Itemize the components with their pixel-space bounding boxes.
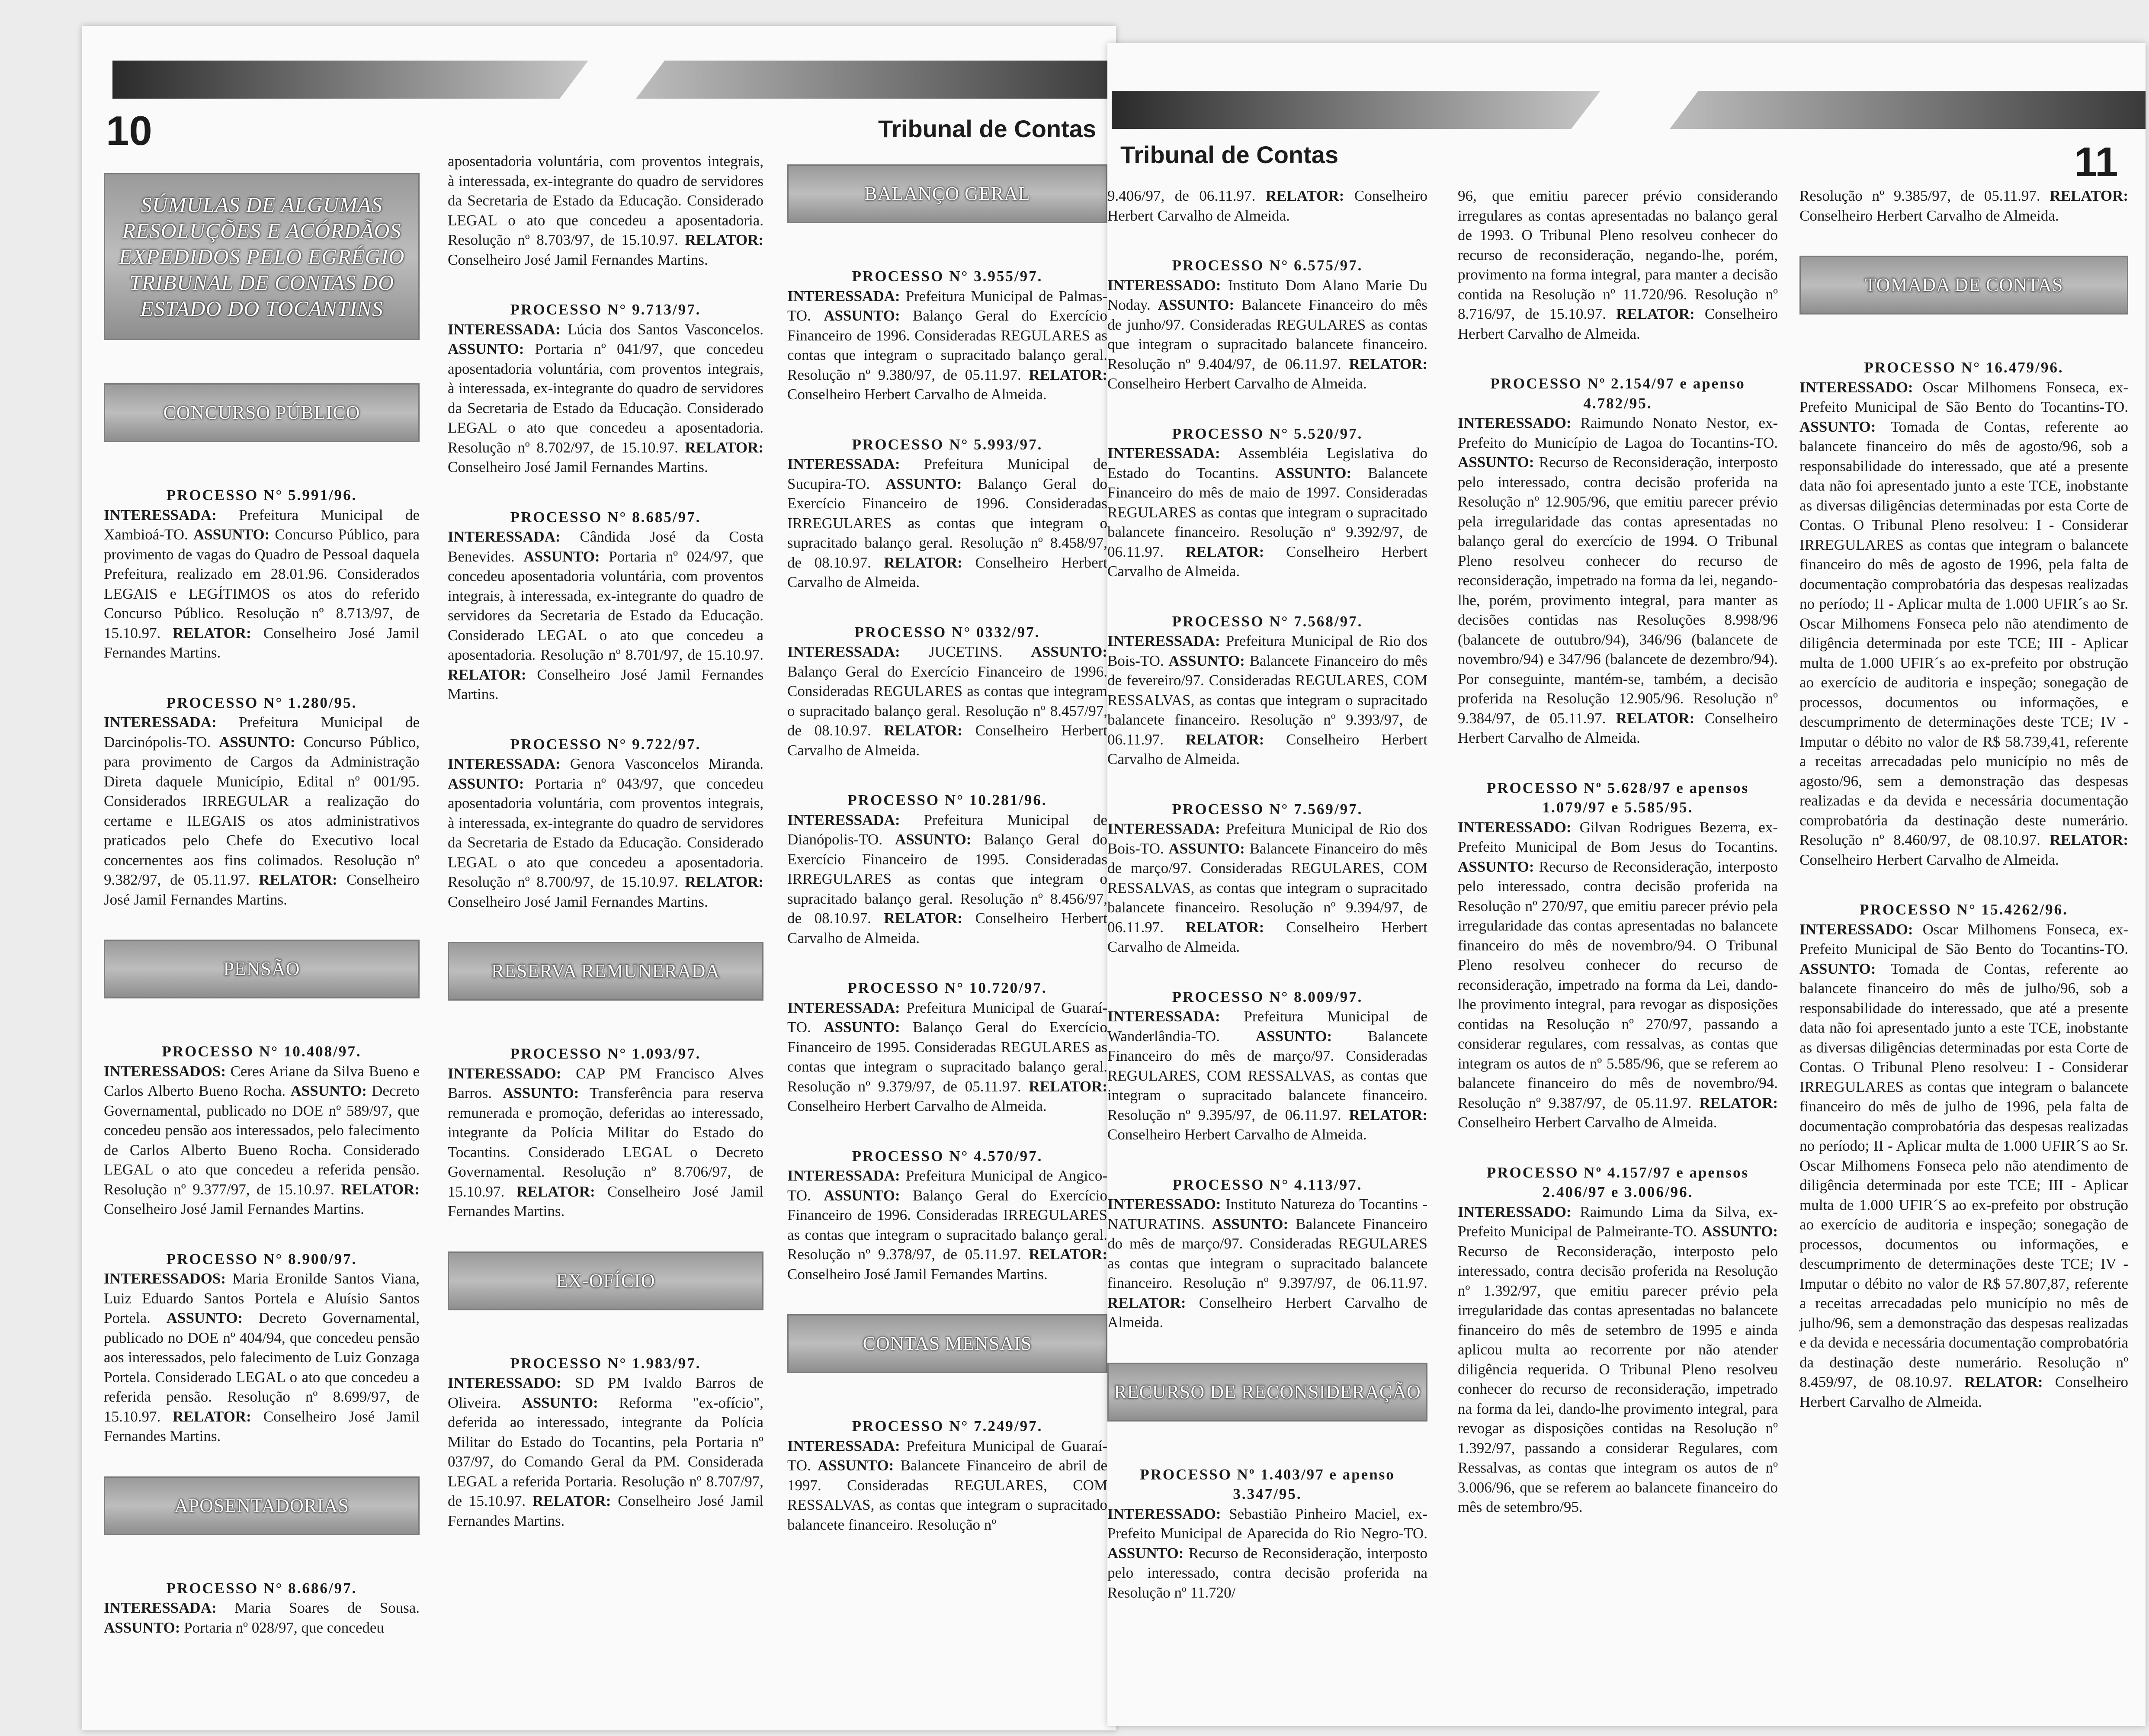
field-value: Reforma "ex-ofício", deferida ao interessado, integrante da Polícia Militar do Estado do Tocantins, pela Portaria nº 037/97, do Comando Geral da PM. Considerada LEGAL a referida Portaria. Resolução nº 8.707/97, de 15.10.97. (448, 1394, 763, 1509)
field-value: Balanço Geral do Exercício Financeiro de 1996. Consideradas IRREGULARES as contas que integram o supracitado balanço geral. Resolução nº 9.378/97, de 05.11.97. (787, 1187, 1108, 1263)
process-number: PROCESSO N° 1.983/97. (510, 1354, 701, 1372)
field-value: SD PM Ivaldo Barros de Oliveira. (448, 1374, 763, 1411)
field-value: Conselheiro José Jamil Fernandes Martins. (104, 624, 420, 661)
field-label: RELATOR: (685, 873, 764, 890)
field-value: Ceres Ariane da Silva Bueno e Carlos Alberto Bueno Rocha. (104, 1062, 420, 1099)
field-value: Prefeitura Municipal de Angico-TO. (787, 1167, 1108, 1204)
process-entry (104, 1249, 420, 1446)
field-value: Conselheiro Herbert Carvalho de Almeida. (787, 910, 1107, 947)
field-value: Portaria nº 028/97, que concedeu (184, 1619, 384, 1636)
field-label: INTERESSADO: (1458, 1203, 1572, 1220)
process-number: PROCESSO N° 4.570/97. (852, 1147, 1043, 1165)
text-column (448, 151, 763, 1531)
field-value: JUCETINS. (929, 643, 1003, 660)
field-label: RELATOR: (1349, 1106, 1427, 1123)
field-value: Concurso Público, para provimento de Cargos da Administração Direta daquele Município, Edital nº 001/95. Considerados IRREGULAR a realização do certame e ILEGAIS os atos administrativos praticados pelo Chefe do Executivo local concernentes aos fins colimados. Resolução nº 9.382/97, de 05.11.97. (104, 733, 420, 888)
field-value: Instituto Natureza do Tocantins - NATURATINS. (1107, 1196, 1427, 1232)
field-value: Balanço Geral do Exercício Financeiro de 1996. Consideradas REGULARES as contas que integram o supracitado balanço geral. Resolução nº 9.380/97, de 05.11.97. (787, 307, 1108, 383)
field-value: Conselheiro Herbert Carvalho de Almeida. (1107, 1294, 1427, 1331)
process-entry (104, 1042, 420, 1219)
field-value: Instituto Dom Alano Marie Du Noday. (1107, 276, 1428, 313)
field-value: Prefeitura Municipal de Palmas-TO. (787, 287, 1108, 324)
field-value: Conselheiro José Jamil Fernandes Martins. (448, 251, 708, 268)
field-value: aposentadoria voluntária, com proventos integrais, à interessada, ex-integrante do quadro de servidores da Secretaria de Estado da Educação. Considerado LEGAL o ato que concedeu a aposentadoria. Resolução nº 8.703/97, de 15.10.97. (448, 153, 763, 248)
process-entry (448, 1354, 763, 1531)
field-label: INTERESSADA: (1107, 445, 1220, 462)
field-value: Transferência para reserva remunerada e promoção, deferidas ao interessado, integrante da Polícia Militar do Estado do Tocantins. Considerado LEGAL o Decreto Governamental. Resolução nº 8.706/97, de 15.10.97. (448, 1085, 763, 1200)
section-heading: SÚMULAS DE ALGUMAS RESOLUÇÕES E ACÓRDÃOS EXPEDIDOS PELO EGRÉGIO TRIBUNAL DE CONTAS DO ESTADO DO TOCANTINS (104, 173, 420, 340)
field-label: ASSUNTO: (219, 733, 295, 751)
field-value: Resolução nº 9.385/97, de 05.11.97. (1799, 187, 2040, 204)
field-label: ASSUNTO: (824, 1019, 900, 1036)
process-entry (1107, 1465, 1427, 1603)
field-value: Sebastião Pinheiro Maciel, ex-Prefeito Municipal de Aparecida do Rio Negro-TO. (1107, 1505, 1427, 1542)
process-number: PROCESSO N° 10.408/97. (162, 1043, 362, 1060)
right-page (1107, 43, 2146, 1726)
field-label: RELATOR: (1349, 355, 1427, 372)
process-entry (448, 151, 763, 270)
field-label: RELATOR: (1107, 1294, 1186, 1311)
field-label: ASSUNTO: (1031, 643, 1108, 660)
field-value: Balancete Financeiro de abril de 1997. Consideradas REGULARES, COM RESSALVAS, as contas que integram o supracitado balancete financeiro. Resolução nº (787, 1457, 1107, 1533)
process-entry (1107, 987, 1427, 1145)
field-value: Conselheiro Herbert Carvalho de Almeida. (1458, 709, 1778, 746)
field-value: Concurso Público, para provimento de vagas do Quadro de Pessoal daquela Prefeitura, realizado em 28.01.96. Considerados LEGAIS e LEGÍTIMOS os atos do referido Concurso Público. Resolução nº 8.713/97, de 15.10.97. (104, 526, 420, 642)
process-entry (1458, 186, 1778, 343)
field-label: INTERESSADA: (448, 321, 561, 338)
field-label: ASSUNTO: (817, 1457, 894, 1474)
field-label: INTERESSADO: (1107, 276, 1221, 294)
text-column (1799, 186, 2128, 1412)
field-label: INTERESSADA: (448, 528, 561, 545)
process-number: PROCESSO N° 1.093/97. (510, 1045, 701, 1062)
field-label: INTERESSADO: (1107, 1505, 1221, 1522)
field-label: ASSUNTO: (448, 340, 524, 357)
field-value: Prefeitura Municipal de Dianópolis-TO. (787, 811, 1107, 848)
field-value: Conselheiro José Jamil Fernandes Martins. (448, 1492, 764, 1529)
field-value: Decreto Governamental, publicado no DOE nº 589/97, que concedeu pensão aos interessados, pelo falecimento de Carlos Alberto Bueno Rocha. Considerado LEGAL o ato que concedeu a referida pensão. Resolução nº 9.377/97, de 15.10.97. (104, 1082, 420, 1198)
field-label: RELATOR: (2050, 187, 2128, 204)
field-value: Raimundo Lima da Silva, ex-Prefeito Municipal de Palmeirante-TO. (1458, 1203, 1778, 1240)
field-value: Balanço Geral do Exercício Financeiro de 1995. Consideradas IRREGULARES as contas que integram o supracitado balanço geral. Resolução nº 8.456/97, de 08.10.97. (787, 831, 1107, 927)
process-number: PROCESSO N° 7.568/97. (1172, 613, 1363, 630)
field-label: RELATOR: (173, 624, 251, 642)
field-label: INTERESSADA: (448, 755, 561, 772)
field-value: Conselheiro Herbert Carvalho de Almeida. (1799, 207, 2059, 224)
process-number: PROCESSO N° 3.955/97. (852, 268, 1043, 285)
field-value: Conselheiro Herbert Carvalho de Almeida. (1458, 305, 1778, 342)
field-value: CAP PM Francisco Alves Barros. (448, 1065, 763, 1101)
process-number: PROCESSO N° 10.720/97. (847, 979, 1047, 996)
section-heading: EX-OFÍCIO (448, 1251, 763, 1310)
process-number: PROCESSO N° 5.991/96. (166, 487, 357, 504)
field-value: Conselheiro José Jamil Fernandes Martins. (448, 666, 764, 703)
field-label: RELATOR: (1616, 709, 1695, 727)
field-label: ASSUNTO: (1275, 464, 1352, 481)
field-label: RELATOR: (516, 1183, 595, 1200)
field-value: Tomada de Contas, referente ao balancete financeiro do mês de agosto/96, sob a responsabilidade do interessado, que até a presente data não foi apresentado junto a este TCE, inobstante as diversas diligências determinadas por esta Corte de Contas. O Tribunal Pleno resolveu: I - Considerar IRREGULARES as contas que integram o balancete financeiro do mês de agosto de 1996, pela falta de documentação comprobatória das despesas realizadas no período; II - Aplicar multa de 1.000 UFIR´s ao Sr. Oscar Milhomens Fonseca pelo não atendimento de diligência determinada por este TCE; III - Aplicar multa de 1.000 UFIR´s ao ex-prefeito por obstrução ao exercício de auditoria e inspeção; sonegação de processos, documentos ou informações, e descumprimento de determinações deste TCE; IV - Imputar o débito no valor de R$ 58.739,41, referente a receitas arrecadadas pelo município no mês de agosto/96, sem a demonstração das despesas realizadas e da devida e necessária documentação comprobatória da destinação deste numerário. Resolução nº 8.460/97, de 08.10.97. (1799, 418, 2128, 848)
field-value: Oscar Milhomens Fonseca, ex-Prefeito Municipal de São Bento do Tocantins-TO. (1799, 921, 2129, 957)
field-label: INTERESSADA: (787, 1167, 900, 1184)
field-value: Recurso de Reconsideração, interposto pelo interessado, contra decisão proferida na Resolução nº 1.392/97, que emitiu parecer prévio pela irregularidade das contas apresentadas no balancete financeiro do mês de setembro de 1995 e ainda aplicou multa ao recorrente por não atender diligência requerida. O Tribunal Pleno resolveu conhecer do recurso de reconsideração, impetrado na forma da lei, dando-lhe provimento integral, para revogar as disposições contidas na Resolução nº 1.392/97, passando a considerar Regulares, com Ressalvas, as contas que integram os autos de nº 3.006/96, que se referem ao balancete financeiro do mês de setembro/95. (1458, 1242, 1778, 1515)
field-label: INTERESSADA: (787, 456, 900, 472)
field-value: Gilvan Rodrigues Bezerra, ex-Prefeito Municipal de Bom Jesus do Tocantins. (1458, 818, 1778, 855)
process-entry (787, 435, 1107, 592)
process-number: PROCESSO N° 7.569/97. (1172, 800, 1363, 818)
field-value: Conselheiro Herbert Carvalho de Almeida. (787, 722, 1107, 759)
text-column (104, 173, 420, 1637)
left-page (82, 26, 1116, 1730)
field-value: Conselheiro Herbert Carvalho de Almeida. (1799, 1373, 2129, 1410)
process-entry (448, 507, 763, 704)
field-value: Assembléia Legislativa do Estado do Tocantins. (1107, 445, 1427, 481)
field-value: Prefeitura Municipal de Wanderlândia-TO. (1107, 1008, 1427, 1045)
field-value: Conselheiro Herbert Carvalho de Almeida. (1107, 187, 1427, 224)
process-entry (1107, 799, 1427, 957)
process-entry (1458, 374, 1778, 748)
field-label: INTERESSADO: (1107, 1196, 1221, 1213)
process-number: PROCESSO N° 5.520/97. (1172, 425, 1363, 442)
field-label: ASSUNTO: (290, 1082, 367, 1099)
field-value: Prefeitura Municipal de Sucupira-TO. (787, 456, 1107, 492)
field-label: RELATOR: (2050, 831, 2129, 848)
field-label: INTERESSADA: (1107, 632, 1220, 649)
field-label: ASSUNTO: (824, 307, 900, 324)
process-entry (448, 1044, 763, 1221)
field-value: Conselheiro José Jamil Fernandes Martins. (448, 459, 708, 475)
field-label: INTERESSADA: (787, 811, 900, 828)
field-value: Balancete Financeiro do mês de junho/97. Consideradas REGULARES as contas que integram o supracitado balancete financeiro. Resolução nº 9.404/97, de 06.11.97. (1107, 296, 1427, 372)
process-number: PROCESSO N° 8.900/97. (166, 1250, 357, 1268)
field-value: Portaria nº 041/97, que concedeu aposentadoria voluntária, com proventos integrais, à interessada, ex-integrante do quadro de servidores da Secretaria de Estado da Educação. Considerado LEGAL o ato que concedeu a aposentadoria. Resolução nº 8.702/97, de 15.10.97. (448, 340, 763, 456)
field-label: RELATOR: (1185, 731, 1264, 748)
field-label: RELATOR: (1964, 1373, 2043, 1390)
field-label: ASSUNTO: (522, 1394, 598, 1411)
field-value: Prefeitura Municipal de Guaraí-TO. (787, 1437, 1107, 1474)
field-value: Balanço Geral do Exercício Financeiro de 1996. Consideradas REGULARES as contas que integram o supracitado balanço geral. Resolução nº 8.457/97, de 08.10.97. (787, 663, 1107, 739)
field-label: ASSUNTO: (1799, 960, 1876, 977)
field-value: Balanço Geral do Exercício Financeiro de 1996. Consideradas IRREGULARES as contas que integram o supracitado balanço geral. Resolução nº 8.458/97, de 08.10.97. (787, 475, 1108, 571)
field-value: Oscar Milhomens Fonseca, ex-Prefeito Municipal de São Bento do Tocantins-TO. (1799, 379, 2129, 415)
field-value: Recurso de Reconsideração, interposto pelo interessado, contra decisão proferida na Resolução nº 11.720/ (1107, 1544, 1427, 1601)
process-entry (1107, 256, 1427, 394)
field-value: Conselheiro Herbert Carvalho de Almeida. (1107, 918, 1428, 955)
field-label: RELATOR: (1185, 543, 1264, 560)
field-value: Conselheiro Herbert Carvalho de Almeida. (787, 386, 1047, 403)
section-heading: CONCURSO PÚBLICO (104, 383, 420, 442)
field-label: INTERESSADO: (1799, 921, 1913, 938)
field-label: RELATOR: (884, 554, 962, 571)
field-label: ASSUNTO: (1158, 296, 1235, 313)
field-label: INTERESSADOS: (104, 1062, 226, 1080)
page-title: Tribunal de Contas (1120, 141, 1339, 168)
field-label: ASSUNTO: (1107, 1544, 1184, 1562)
field-value: 96, que emitiu parecer prévio considerando irregulares as contas apresentadas no balanço geral de 1993. O Tribunal Pleno resolveu conhecer do recurso de reconsideração, negando-lhe, porém, provimento na forma integral, para manter a decisão contida na Resolução nº 11.720/96. Resolução nº 8.716/97, de 15.10.97. (1458, 187, 1778, 322)
field-value: Genora Vasconcelos Miranda. (570, 755, 763, 772)
field-label: ASSUNTO: (885, 475, 962, 492)
process-number: PROCESSO N° 8.685/97. (510, 508, 701, 526)
process-entry (1799, 358, 2128, 870)
field-label: RELATOR: (341, 1181, 420, 1198)
process-number: PROCESSO N° 16.479/96. (1864, 359, 2064, 376)
field-label: ASSUNTO: (448, 775, 524, 792)
page-number: 10 (106, 108, 152, 154)
field-label: INTERESSADA: (104, 714, 217, 731)
process-entry (1107, 1175, 1427, 1332)
field-label: ASSUNTO: (1701, 1223, 1778, 1240)
field-label: INTERESSADOS: (104, 1270, 226, 1287)
field-value: Conselheiro José Jamil Fernandes Martins. (448, 1183, 763, 1219)
field-label: RELATOR: (448, 666, 526, 683)
section-heading: BALANÇO GERAL (787, 164, 1107, 223)
field-label: RELATOR: (1029, 1078, 1107, 1095)
process-entry (1107, 186, 1427, 225)
field-label: ASSUNTO: (193, 526, 270, 543)
field-label: ASSUNTO: (824, 1187, 900, 1204)
process-number: PROCESSO Nº 5.628/97 e apensos 1.079/97 e 5.585/95. (1486, 779, 1749, 816)
field-value: Lúcia dos Santos Vasconcelos. (568, 321, 763, 338)
process-entry (1107, 612, 1427, 769)
field-value: Balancete Financeiro do mês de fevereiro/97. Consideradas REGULARES, COM RESSALVAS, as contas que integram o supracitado balancete financeiro. Resolução nº 9.393/97, de 06.11.97. (1107, 652, 1427, 748)
field-value: Portaria nº 043/97, que concedeu aposentadoria voluntária, com proventos integrais, à interessada, ex-integrante do quadro de servidores da Secretaria de Estado da Educação. Considerado LEGAL o ato que concedeu a aposentadoria. Resolução nº 8.700/97, de 15.10.97. (448, 775, 763, 890)
field-label: ASSUNTO: (895, 831, 972, 848)
process-number: PROCESSO N° 0332/97. (854, 623, 1040, 641)
header-bar (112, 61, 588, 99)
field-label: RELATOR: (884, 910, 962, 927)
process-number: PROCESSO N° 8.009/97. (1172, 988, 1363, 1005)
field-value: Conselheiro Herbert Carvalho de Almeida. (787, 1097, 1047, 1114)
field-value: Balancete Financeiro do mês de março/97. Consideradas REGULARES, COM RESSALVAS, as contas que integram o supracitado balancete financeiro. Resolução nº 9.394/97, de 06.11.97. (1107, 840, 1427, 936)
section-heading: APOSENTADORIAS (104, 1476, 420, 1535)
process-entry (1107, 424, 1427, 581)
section-heading: RECURSO DE RECONSIDERAÇÃO (1107, 1363, 1427, 1422)
field-label: ASSUNTO: (1168, 652, 1245, 669)
field-value: Conselheiro Herbert Carvalho de Almeida. (1107, 731, 1428, 767)
field-value: Prefeitura Municipal de Rio dos Bois-TO. (1107, 632, 1427, 669)
field-value: Balancete Financeiro do mês de março/97. Consideradas REGULARES, COM RESSALVAS, as contas que integram o supracitado balancete financeiro. Resolução nº 9.395/97, de 06.11.97. (1107, 1027, 1428, 1123)
process-number: PROCESSO N° 1.280/95. (166, 694, 357, 711)
field-value: Raimundo Nonato Nestor, ex-Prefeito do Município de Lagoa do Tocantins-TO. (1458, 414, 1778, 451)
process-number: PROCESSO N° 5.993/97. (852, 436, 1043, 453)
field-value: Conselheiro José Jamil Fernandes Martins. (104, 1408, 420, 1444)
process-number: PROCESSO N° 9.722/97. (510, 735, 701, 753)
field-value: Conselheiro José Jamil Fernandes Martins. (448, 893, 708, 910)
field-label: ASSUNTO: (104, 1619, 180, 1636)
process-entry (1458, 1163, 1778, 1517)
field-label: RELATOR: (1185, 918, 1264, 936)
field-label: RELATOR: (1265, 187, 1344, 204)
field-label: RELATOR: (685, 439, 764, 456)
process-entry (787, 623, 1107, 761)
process-number: PROCESSO N° 15.4262/96. (1860, 901, 2068, 918)
field-label: RELATOR: (685, 231, 764, 248)
text-column (1107, 186, 1427, 1602)
field-value: Conselheiro Herbert Carvalho de Almeida. (1107, 543, 1428, 580)
field-value: Balancete Financeiro do mês de março/97. Consideradas REGULARES as contas que integram o supracitado balancete financeiro. Resolução nº 9.397/97, de 06.11.97. (1107, 1215, 1428, 1291)
field-value: Recurso de Reconsideração, interposto pelo interessado, contra decisão proferida na Resolução nº 270/97, que emitiu parecer prévio pela irregularidade das contas apresentadas no balancete financeiro do mês de novembro/94. O Tribunal Pleno resolveu conhecer do recurso de reconsideração, impetrado na forma da Lei, dando-lhe provimento integral, para revogar as disposições contidas na Resolução nº 270/97, passando a considerar regulares, com ressalvas, as contas que integram os autos de nº 5.585/96, que se referem ao balancete financeiro do mês de novembro/94. Resolução nº 9.387/97, de 05.11.97. (1458, 858, 1778, 1111)
field-label: ASSUNTO: (1799, 418, 1876, 435)
field-label: ASSUNTO: (503, 1085, 579, 1101)
field-value: Cândida José da Costa Benevides. (448, 528, 763, 565)
process-entry (448, 300, 763, 477)
field-value: Maria Soares de Sousa. (234, 1599, 420, 1616)
section-heading: CONTAS MENSAIS (787, 1314, 1107, 1373)
header-bar (636, 61, 1116, 99)
field-value: Conselheiro José Jamil Fernandes Martins. (787, 1265, 1048, 1283)
process-number: PROCESSO Nº 2.154/97 e apenso 4.782/95. (1490, 375, 1745, 412)
process-number: PROCESSO N° 6.575/97. (1172, 257, 1363, 274)
field-value: Conselheiro Herbert Carvalho de Almeida. (1107, 375, 1367, 392)
field-value: Conselheiro Herbert Carvalho de Almeida. (787, 554, 1107, 590)
process-entry (104, 1579, 420, 1638)
field-label: INTERESSADO: (1458, 414, 1572, 431)
process-entry (787, 790, 1107, 948)
field-label: ASSUNTO: (1212, 1215, 1289, 1232)
process-entry (787, 1146, 1107, 1284)
section-heading: TOMADA DE CONTAS (1799, 256, 2128, 314)
field-label: ASSUNTO: (1458, 858, 1534, 875)
process-entry (787, 1416, 1107, 1534)
process-entry (104, 693, 420, 910)
field-label: ASSUNTO: (1458, 454, 1534, 471)
field-value: Prefeitura Municipal de Rio dos Bois-TO. (1107, 820, 1427, 857)
process-entry (1799, 900, 2128, 1412)
field-label: INTERESSADA: (787, 643, 900, 660)
process-entry (1458, 778, 1778, 1133)
field-value: Balancete Financeiro do mês de maio de 1997. Consideradas REGULARES as contas que integram o supracitado balancete financeiro. Resolução nº 9.392/97, de 06.11.97. (1107, 464, 1428, 560)
field-value: Prefeitura Municipal de Xambioá-TO. (104, 506, 420, 543)
field-label: INTERESSADO: (1799, 379, 1913, 396)
process-entry (787, 266, 1107, 404)
process-entry (1799, 186, 2128, 225)
field-label: ASSUNTO: (1255, 1027, 1332, 1045)
field-label: ASSUNTO: (1168, 840, 1245, 857)
process-number: PROCESSO N° 10.281/96. (847, 792, 1047, 809)
process-number: PROCESSO N° 7.249/97. (852, 1418, 1043, 1434)
field-value: Recurso de Reconsideração, interposto pelo interessado, contra decisão proferida na Resolução nº 12.905/96, que emitiu parecer prévio pela irregularidade das contas apresentadas no balanço geral do exercício de 1994. O Tribunal Pleno resolveu conhecer do recurso de reconsideração, impetrado na forma da lei, negando-lhe, porém, provimento integral, para manter as decisões contidas nas Resoluções 8.998/96 (balancete de outubro/94), 346/96 (balancete de novembro/94) e 347/96 (balancete de dezembro/94). Por conseguinte, mantém-se, também, a decisão proferida na Resolução 12.905/96. Resolução nº 9.384/97, de 05.11.97. (1458, 454, 1778, 727)
process-entry (448, 735, 763, 912)
field-label: RELATOR: (1029, 366, 1107, 383)
field-value: 9.406/97, de 06.11.97. (1107, 187, 1256, 204)
field-label: INTERESSADA: (1107, 820, 1220, 837)
process-number: PROCESSO N° 9.713/97. (510, 301, 701, 318)
process-number: PROCESSO Nº 4.157/97 e apensos 2.406/97 e 3.006/96. (1486, 1164, 1749, 1200)
header-bar (1670, 91, 2146, 129)
process-entry (787, 978, 1107, 1116)
field-value: Conselheiro Herbert Carvalho de Almeida. (1458, 1114, 1717, 1131)
field-label: ASSUNTO: (166, 1309, 243, 1326)
field-label: INTERESSADO: (448, 1065, 561, 1082)
page-title: Tribunal de Contas (878, 115, 1097, 142)
text-column (1458, 186, 1778, 1517)
field-label: RELATOR: (1616, 305, 1695, 322)
process-number: PROCESSO Nº 1.403/97 e apenso 3.347/95. (1140, 1466, 1395, 1502)
field-value: Decreto Governamental, publicado no DOE nº 404/94, que concedeu pensão aos interessados, pelo falecimento de Luiz Gonzaga Portela. Considerado LEGAL o ato que concedeu a referida pensão. Resolução nº 8.699/97, de 15.10.97. (104, 1309, 420, 1425)
field-label: INTERESSADA: (787, 1437, 900, 1454)
section-heading: RESERVA REMUNERADA (448, 942, 763, 1001)
field-label: INTERESSADA: (1107, 1008, 1220, 1025)
field-value: Portaria nº 024/97, que concedeu aposentadoria voluntária, com proventos integrais, à interessada, ex-integrante do quadro de servidores da Secretaria de Estado da Educação. Considerado LEGAL o ato que concedeu a aposentadoria. Resolução nº 8.701/97, de 15.10.97. (448, 548, 763, 663)
field-value: Maria Eronilde Santos Viana, Luiz Eduardo Santos Portela e Aluísio Santos Portela. (104, 1270, 420, 1326)
header-bar (1112, 91, 1601, 129)
field-value: Balanço Geral do Exercício Financeiro de 1995. Consideradas REGULARES as contas que integram o supracitado balanço geral. Resolução nº 9.379/97, de 05.11.97. (787, 1019, 1108, 1095)
field-value: Prefeitura Municipal de Darcinópolis-TO. (104, 714, 420, 751)
field-label: RELATOR: (884, 722, 962, 739)
page-number: 11 (2074, 139, 2118, 185)
process-number: PROCESSO N° 8.686/97. (166, 1579, 357, 1597)
field-label: INTERESSADA: (787, 999, 900, 1016)
field-value: Conselheiro Herbert Carvalho de Almeida. (1107, 1126, 1367, 1143)
field-label: RELATOR: (1699, 1094, 1778, 1111)
field-label: INTERESSADA: (104, 506, 217, 523)
field-label: RELATOR: (532, 1492, 611, 1509)
field-label: RELATOR: (259, 871, 337, 888)
text-column (787, 164, 1107, 1534)
field-value: Tomada de Contas, referente ao balancete financeiro do mês de julho/96, sob a responsabilidade do interessado, que até a presente data não foi apresentado junto a este TCE, inobstante as diversas diligências determinadas por esta Corte de Contas. O Tribunal Pleno resolveu: I - Considerar IRREGULARES as contas que integram o balancete financeiro do mês de julho de 1996, pela falta de documentação comprobatória das despesas realizadas no período; II - Aplicar multa de 1.000 UFIR´S ao Sr. Oscar Milhomens Fonseca pelo não atendimento de diligência determinada por este TCE; III - Aplicar multa de 1.000 UFIR´S ao ex-prefeito por obstrução ao exercício de auditoria e inspeção; sonegação de processos, documentos ou informações, e descumprimento de determinações deste TCE; IV - Imputar o débito no valor de R$ 57.807,87, referente a receitas arrecadadas pelo município no mês de julho/96, sem a demonstração das despesas realizadas e da devida e necessária documentação comprobatória da destinação deste numerário. Resolução nº 8.459/97, de 08.10.97. (1799, 960, 2128, 1390)
field-value: Conselheiro Herbert Carvalho de Almeida. (1799, 851, 2059, 868)
field-value: Conselheiro José Jamil Fernandes Martins. (104, 1200, 364, 1217)
section-heading: PENSÃO (104, 940, 420, 998)
field-value: Conselheiro José Jamil Fernandes Martins. (104, 871, 420, 908)
field-label: INTERESSADA: (787, 287, 900, 305)
field-label: RELATOR: (173, 1408, 251, 1425)
field-label: RELATOR: (1029, 1246, 1107, 1263)
field-label: INTERESSADO: (448, 1374, 561, 1391)
process-entry (104, 485, 420, 663)
field-value: Prefeitura Municipal de Guaraí-TO. (787, 999, 1107, 1036)
process-number: PROCESSO N° 4.113/97. (1172, 1176, 1363, 1193)
field-label: INTERESSADO: (1458, 818, 1572, 836)
field-label: ASSUNTO: (523, 548, 600, 565)
field-label: INTERESSADA: (104, 1599, 217, 1616)
